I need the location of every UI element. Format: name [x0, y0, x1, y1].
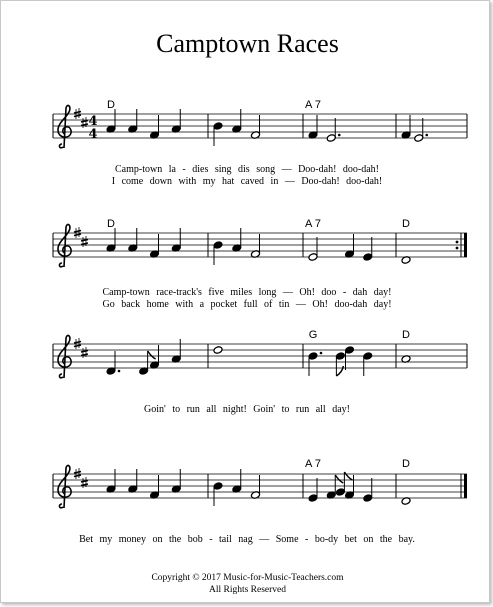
notehead — [363, 253, 373, 262]
note — [213, 482, 223, 506]
treble-clef-icon — [58, 105, 71, 148]
notehead — [213, 482, 223, 491]
note — [326, 475, 343, 499]
notehead — [335, 352, 345, 361]
note — [232, 109, 242, 133]
sharp-bar — [81, 124, 88, 126]
treble-clef-stroke — [58, 224, 71, 267]
note — [106, 351, 120, 375]
chord-symbol: D — [402, 329, 410, 341]
song-title: Camptown Races — [156, 29, 339, 58]
repeat-dot — [456, 241, 459, 244]
note-flag — [335, 475, 343, 483]
sharp-bar — [81, 243, 88, 245]
sharp-bar — [74, 115, 81, 117]
note — [232, 469, 242, 493]
note — [106, 228, 116, 252]
note — [345, 234, 355, 258]
notehead — [308, 494, 318, 503]
notehead — [213, 346, 223, 355]
note — [335, 352, 345, 376]
notehead — [308, 352, 318, 361]
treble-clef-stroke — [58, 335, 71, 378]
sharp-bar — [81, 351, 88, 353]
copyright-line: Copyright © 2017 Music-for-Music-Teachers.com — [151, 573, 344, 583]
notehead — [363, 494, 373, 503]
time-signature-top: 4 — [88, 114, 98, 129]
note — [414, 118, 428, 142]
note — [128, 469, 138, 493]
sharp-bar — [74, 342, 81, 344]
treble-clef-icon — [58, 465, 71, 508]
chord-symbol: D — [402, 218, 410, 230]
barline-thick — [464, 233, 467, 257]
chord-symbol: A 7 — [305, 218, 321, 230]
note — [150, 234, 160, 258]
notehead — [414, 134, 424, 143]
sharp-icon — [74, 338, 81, 349]
sharp-icon — [74, 108, 81, 119]
lyric-line: Go back home with a pocket full of tin — Oh! doo-dah day! — [102, 299, 392, 310]
note — [213, 241, 223, 265]
note — [171, 469, 181, 493]
rights-line: All Rights Reserved — [208, 585, 287, 595]
note — [251, 234, 261, 258]
chord-symbol: A 7 — [305, 99, 321, 111]
repeat-dot — [456, 247, 459, 250]
notehead — [363, 352, 373, 361]
sharp-bar — [81, 484, 88, 486]
sharp-bar — [74, 112, 81, 114]
notehead — [308, 253, 318, 262]
lyric-line: Camp-town la - dies sing dis song — Doo-dah! doo-dah! — [114, 164, 380, 175]
note — [106, 469, 116, 493]
chord-symbol: G — [308, 329, 318, 341]
note — [106, 109, 116, 133]
sharp-bar — [74, 475, 81, 477]
sharp-icon — [74, 227, 81, 238]
treble-clef-icon — [58, 224, 71, 267]
sharp-bar — [74, 231, 81, 233]
sharp-bar — [81, 240, 88, 242]
notehead — [213, 122, 223, 131]
chord-symbol: D — [107, 218, 115, 230]
note — [171, 339, 181, 363]
note — [213, 122, 223, 146]
note-flag — [344, 472, 352, 480]
chord-symbol: D — [402, 458, 410, 470]
augmentation-dot — [425, 134, 428, 137]
notehead — [345, 346, 355, 355]
chord-symbol: D — [107, 99, 115, 111]
sharp-bar — [81, 121, 88, 123]
note — [308, 478, 318, 502]
note — [171, 228, 181, 252]
note — [128, 228, 138, 252]
sharp-bar — [81, 481, 88, 483]
note — [150, 115, 160, 139]
note — [251, 115, 261, 139]
notehead — [335, 488, 345, 497]
note-flag — [336, 366, 343, 376]
note — [363, 237, 373, 261]
note — [308, 352, 322, 376]
augmentation-dot — [118, 370, 121, 373]
barline-thick — [464, 474, 467, 498]
note — [345, 346, 355, 370]
augmentation-dot — [320, 352, 323, 355]
note — [308, 115, 318, 139]
note — [150, 345, 160, 369]
sharp-bar — [74, 345, 81, 347]
lyric-line: Bet my money on the bob - tail nag — Some - bo-dy bet on the bay. — [79, 534, 415, 545]
note — [232, 228, 242, 252]
treble-clef-icon — [58, 335, 71, 378]
sharp-bar — [81, 354, 88, 356]
note — [128, 109, 138, 133]
note — [171, 109, 181, 133]
note-flag — [148, 351, 156, 359]
lyric-line: Goin' to run all night! Goin' to run all day! — [144, 404, 350, 415]
note — [401, 115, 411, 139]
sharp-icon — [74, 468, 81, 479]
augmentation-dot — [338, 134, 341, 137]
notehead — [326, 134, 336, 143]
note — [363, 478, 373, 502]
note — [308, 237, 318, 261]
sharp-bar — [74, 472, 81, 474]
notehead — [213, 241, 223, 250]
note — [150, 475, 160, 499]
note — [363, 352, 373, 376]
treble-clef-stroke — [58, 105, 71, 148]
sharp-bar — [74, 234, 81, 236]
treble-clef-stroke — [58, 465, 71, 508]
lyric-line: I come down with my hat caved in — Doo-dah! doo-dah! — [111, 176, 383, 187]
chord-symbol: A 7 — [305, 458, 321, 470]
time-signature-bottom: 4 — [88, 127, 98, 142]
note — [326, 118, 340, 142]
note — [251, 475, 261, 499]
lyric-line: Camp-town race-track's five miles long — Oh! doo - dah day! — [102, 287, 392, 298]
music-score — [1, 1, 493, 607]
note — [213, 346, 223, 355]
